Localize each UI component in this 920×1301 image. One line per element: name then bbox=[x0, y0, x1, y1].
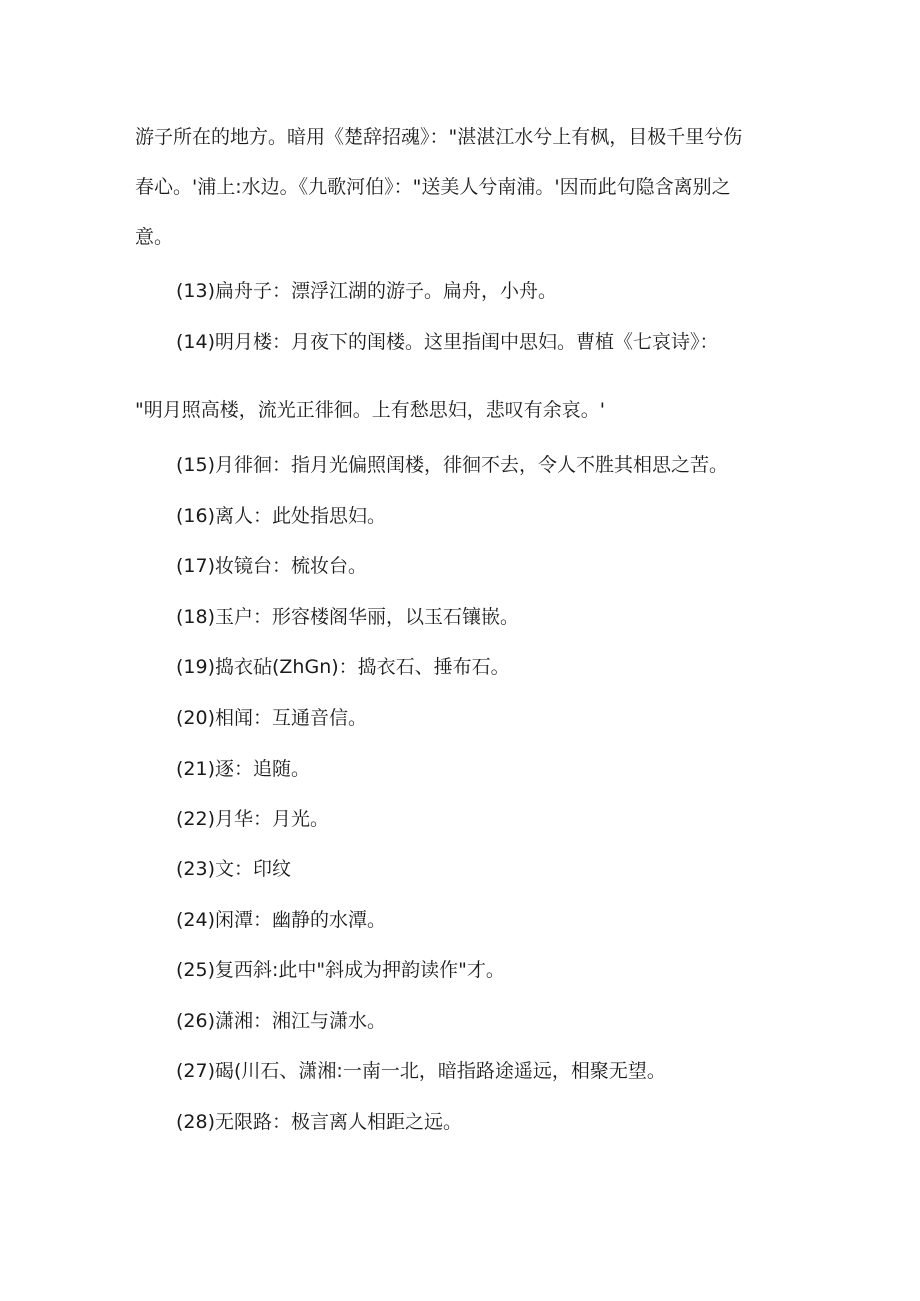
note-24: (24)闲潭：幽静的水潭。 bbox=[176, 909, 387, 931]
note-22: (22)月华：月光。 bbox=[176, 808, 330, 830]
intro-line-2: 春心。'浦上:水边。《九歌河伯》："送美人兮南浦。'因而此句隐含离别之 bbox=[135, 176, 731, 198]
note-17: (17)妆镜台：梳妆台。 bbox=[176, 555, 368, 577]
note-14-continuation: "明月照高楼，流光正徘徊。上有愁思妇，悲叹有余哀。' bbox=[135, 399, 605, 421]
note-18: (18)玉户：形容楼阁华丽，以玉石镶嵌。 bbox=[176, 606, 520, 628]
note-28: (28)无限路：极言离人相距之远。 bbox=[176, 1111, 463, 1133]
intro-line-1: 游子所在的地方。暗用《楚辞招魂》："湛湛江水兮上有枫，目极千里兮伤 bbox=[135, 126, 743, 148]
note-16: (16)离人：此处指思妇。 bbox=[176, 505, 387, 527]
note-26: (26)潇湘：湘江与潇水。 bbox=[176, 1010, 387, 1032]
note-20: (20)相闻：互通音信。 bbox=[176, 707, 368, 729]
note-14: (14)明月楼：月夜下的闺楼。这里指闺中思妇。曹植《七哀诗》： bbox=[176, 331, 719, 353]
note-19: (19)捣衣砧(ZhGn)：捣衣石、捶布石。 bbox=[176, 656, 510, 678]
note-23: (23)文：印纹 bbox=[176, 858, 292, 880]
note-21: (21)逐：追随。 bbox=[176, 758, 311, 780]
intro-line-3: 意。 bbox=[135, 226, 174, 248]
note-15: (15)月徘徊：指月光偏照闺楼，徘徊不去，令人不胜其相思之苦。 bbox=[176, 454, 729, 476]
note-27: (27)碣(川石、潇湘:一南一北，暗指路途遥远，相聚无望。 bbox=[176, 1060, 666, 1082]
note-13: (13)扁舟子：漂浮江湖的游子。扁舟，小舟。 bbox=[176, 280, 558, 302]
note-25: (25)复西斜:此中"斜成为押韵读作"才。 bbox=[176, 959, 505, 981]
